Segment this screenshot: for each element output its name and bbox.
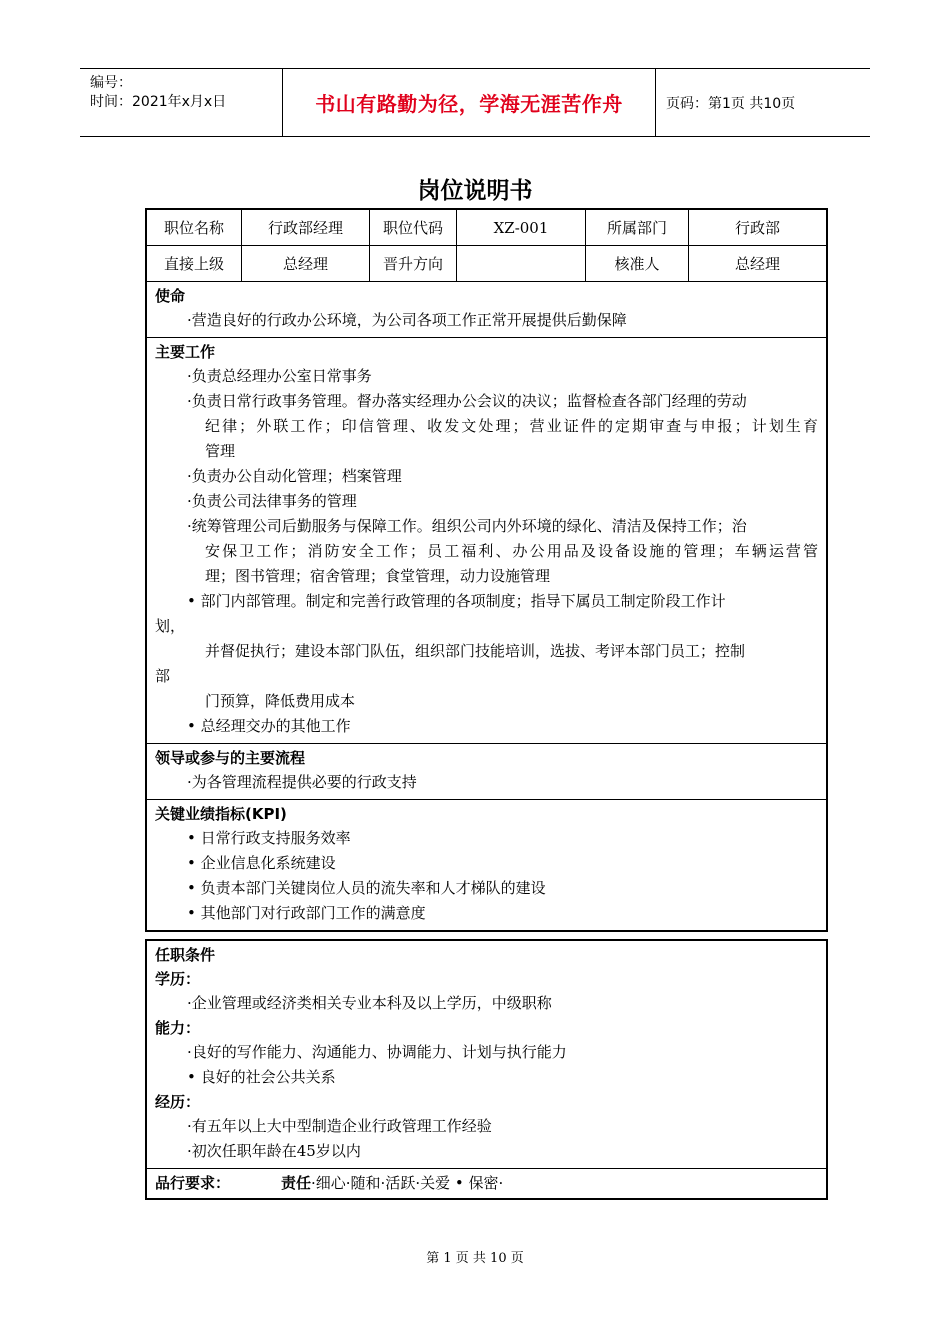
label-department: 所属部门 [586, 210, 689, 245]
header-meta [80, 69, 283, 136]
value-supervisor: 总经理 [242, 246, 370, 281]
number-label: 编号： [90, 75, 132, 91]
kpi-item: • 其他部门对行政部门工作的满意度 [187, 904, 426, 922]
ability-item: • 良好的社会公共关系 [187, 1068, 336, 1086]
work-item-cont: 划， [155, 617, 186, 635]
work-item-cont: 安保卫工作；消防安全工作；员工福利、办公用品及设备设施的管理；车辆运营管 [205, 542, 818, 560]
work-item: ·负责总经理办公室日常事务 [187, 367, 372, 385]
kpi-title: 关键业绩指标(KPI) [155, 805, 287, 823]
work-item: ·负责办公自动化管理；档案管理 [187, 467, 402, 485]
experience-item: ·初次任职年龄在45岁以内 [187, 1142, 361, 1160]
work-item: • 部门内部管理。制定和完善行政管理的各项制度；指导下属员工制定阶段工作计 [187, 592, 726, 610]
value-job-code: XZ-001 [457, 210, 586, 245]
value-job-title: 行政部经理 [242, 210, 370, 245]
kpi-item: • 日常行政支持服务效率 [187, 829, 351, 847]
work-item-cont: 纪律；外联工作；印信管理、收发文处理；营业证件的定期审查与申报；计划生育 [205, 417, 818, 435]
ability-item: ·良好的写作能力、沟通能力、协调能力、计划与执行能力 [187, 1043, 567, 1061]
qualifications-section [147, 941, 826, 1169]
process-title: 领导或参与的主要流程 [155, 749, 306, 767]
label-job-title: 职位名称 [147, 210, 242, 245]
work-item-cont: 理；图书管理；宿舍管理；食堂管理，动力设施管理 [205, 567, 551, 585]
education-label: 学历： [155, 970, 201, 988]
work-item: ·负责日常行政事务管理。督办落实经理办公会议的决议；监督检查各部门经理的劳动 [187, 392, 747, 410]
mission-section [147, 282, 826, 338]
job-description-table [145, 208, 828, 932]
qualifications-title: 任职条件 [155, 946, 216, 964]
label-job-code: 职位代码 [370, 210, 457, 245]
main-work-section [147, 338, 826, 744]
work-item-cont: 门预算，降低费用成本 [205, 692, 356, 710]
header-page-info: 页码：第1页 共10页 [666, 95, 796, 112]
label-supervisor: 直接上级 [147, 246, 242, 281]
page-header [80, 68, 870, 137]
header-motto-cell [283, 69, 656, 136]
kpi-item: • 负责本部门关键岗位人员的流失率和人才梯队的建设 [187, 879, 546, 897]
conduct-label: 品行要求： [155, 1174, 231, 1192]
time-label: 时间：2021年x月x日 [90, 94, 227, 110]
process-section [147, 744, 826, 800]
work-item: • 总经理交办的其他工作 [187, 717, 351, 735]
value-promotion [457, 246, 586, 281]
info-row-1 [147, 210, 826, 246]
info-row-2 [147, 246, 826, 282]
work-item-cont: 部 [155, 667, 171, 685]
mission-title: 使命 [155, 287, 186, 305]
main-work-title: 主要工作 [155, 343, 216, 361]
value-department: 行政部 [734, 219, 780, 237]
qualifications-table [145, 939, 828, 1200]
kpi-section [147, 800, 826, 930]
experience-item: ·有五年以上大中型制造企业行政管理工作经验 [187, 1117, 492, 1135]
label-approver: 核准人 [586, 246, 689, 281]
conduct-row [147, 1171, 826, 1196]
mission-item: ·营造良好的行政办公环境，为公司各项工作正常开展提供后勤保障 [187, 311, 627, 329]
ability-label: 能力： [155, 1019, 201, 1037]
work-item-cont: 并督促执行；建设本部门队伍，组织部门技能培训，选拔、考评本部门员工；控制 [205, 642, 746, 660]
work-item: ·统筹管理公司后勤服务与保障工作。组织公司内外环境的绿化、清洁及保持工作；治 [187, 517, 747, 535]
label-promotion: 晋升方向 [370, 246, 457, 281]
conduct-values: ·细心·随和·活跃·关爱 • 保密· [311, 1174, 504, 1192]
experience-label: 经历： [155, 1093, 201, 1111]
process-item: ·为各管理流程提供必要的行政支持 [187, 773, 417, 791]
kpi-item: • 企业信息化系统建设 [187, 854, 336, 872]
value-approver: 总经理 [734, 255, 780, 273]
work-item: ·负责公司法律事务的管理 [187, 492, 357, 510]
work-item-cont: 管理 [205, 442, 236, 460]
header-motto: 书山有路勤为径，学海无涯苦作舟 [315, 92, 623, 116]
document-title: 岗位说明书 [417, 178, 533, 204]
education-item: ·企业管理或经济类相关专业本科及以上学历，中级职称 [187, 994, 552, 1012]
conduct-bold: 责任 [281, 1174, 312, 1192]
page-footer: 第 1 页 共 10 页 [426, 1251, 524, 1266]
conduct-section [147, 1169, 826, 1198]
